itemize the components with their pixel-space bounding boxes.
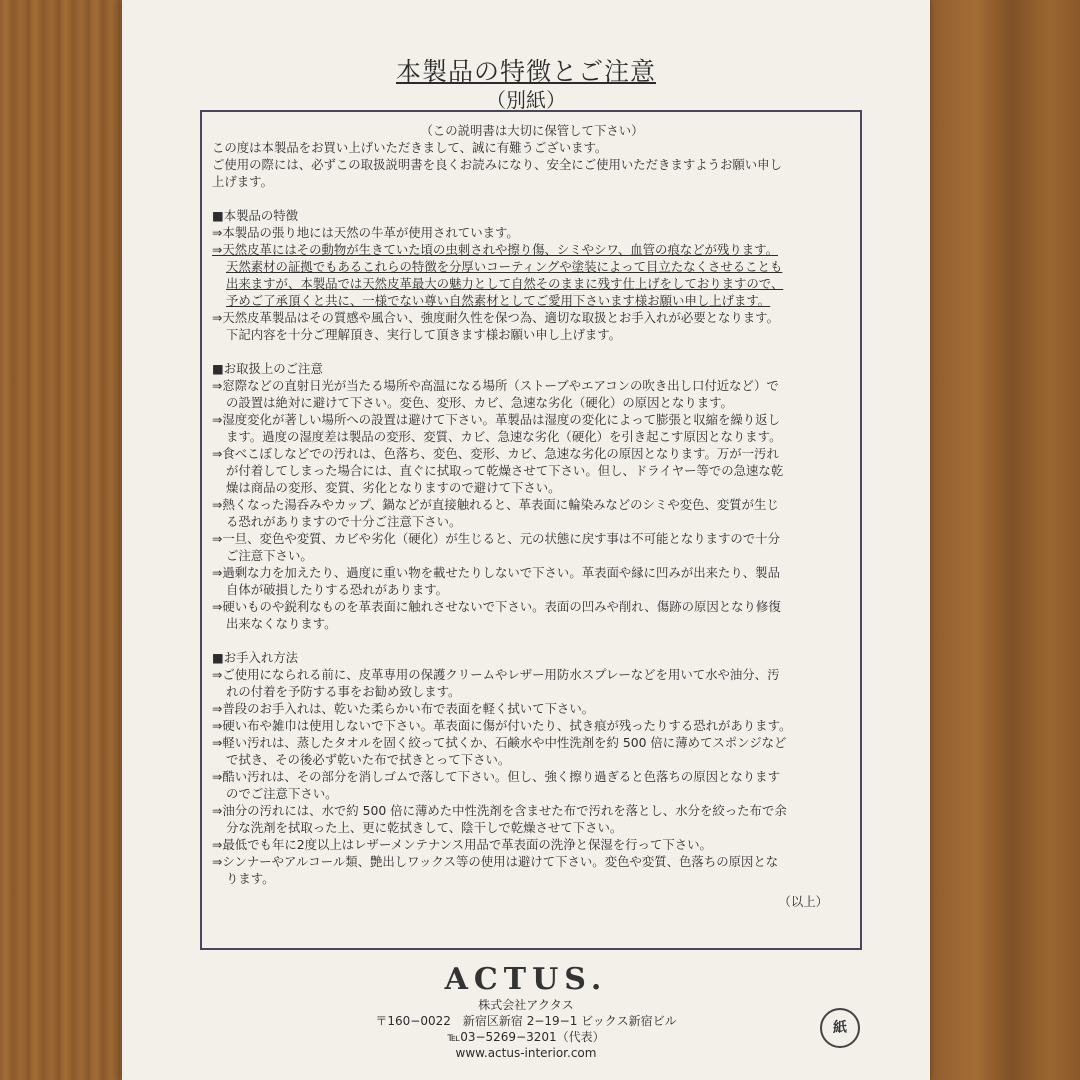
care-line: ⇒酷い汚れは、その部分を消しゴムで落して下さい。但し、強く擦り過ぎると色落ちの原因となります: [212, 769, 780, 784]
handling-line: 自体が破損したりする恐れがあります。: [226, 582, 449, 597]
care-line: れの付着を予防する事をお勧め致します。: [226, 684, 461, 699]
company-address: 〒160−0022 新宿区新宿 2−19−1 ビックス新宿ビル: [375, 1014, 677, 1028]
instruction-sheet: [122, 0, 930, 1080]
section-heading-handling: ■お取扱上のご注意: [212, 361, 323, 376]
wood-background-right: [930, 0, 1080, 1080]
handling-line: る恐れがありますので十分ご注意下さい。: [226, 514, 462, 529]
handling-line: ⇒窓際などの直射日光が当たる場所や高温になる場所（ストーブやエアコンの吹き出し口付近など）で: [212, 378, 779, 393]
handling-line: ご注意下さい。: [226, 548, 313, 563]
document-title: 本製品の特徴とご注意: [395, 57, 656, 86]
intro-line: 上げます。: [212, 174, 273, 189]
handling-line: ⇒硬いものや鋭利なものを革表面に触れさせないで下さい。表面の凹みや削れ、傷跡の原因となり修復: [212, 599, 781, 614]
feature-line: 予めご了承頂くと共に、一様でない尊い自然素材としてご愛用下さいます様お願い申し上げます。: [226, 293, 771, 308]
feature-line: ⇒本製品の張り地には天然の牛革が使用されています。: [212, 225, 519, 240]
care-line: ります。: [226, 871, 275, 886]
feature-line: 下記内容を十分ご理解頂き、実行して頂きます様お願い申し上げます。: [226, 327, 622, 342]
document-subtitle: （別紙）: [486, 88, 566, 112]
handling-line: 燥は商品の変形、変質、劣化となりますので避けて下さい。: [226, 480, 561, 495]
care-line: 分な洗剤を拭取った上、更に乾拭きして、陰干しで乾燥させて下さい。: [226, 820, 623, 835]
handling-line: が付着してしまった場合には、直ぐに拭取って乾燥させて下さい。但し、ドライヤー等での急速な乾: [226, 463, 784, 478]
care-line: ⇒油分の汚れには、水で約 500 倍に薄めた中性洗剤を含ませた布で汚れを落とし、水分を絞った布で余: [212, 803, 787, 818]
handling-line: ます。過度の湿度差は製品の変形、変質、カビ、急速な劣化（硬化）を引き起こす原因となります。: [226, 429, 782, 444]
actus-logo: ACTUS.: [444, 962, 608, 997]
care-line: ⇒ご使用になられる前に、皮革専用の保護クリームやレザー用防水スプレーなどを用いて水や油分、汚: [212, 667, 780, 682]
paper-recycle-icon: 紙: [820, 1008, 860, 1048]
keep-note: （この説明書は大切に保管して下さい）: [420, 123, 644, 138]
handling-line: ⇒食べこぼしなどでの汚れは、色落ち、変色、変形、カビ、急速な劣化の原因となります。万が一汚れ: [212, 446, 779, 461]
care-line: ⇒軽い汚れは、蒸したタオルを固く絞って拭くか、石鹸水や中性洗剤を約 500 倍に薄めてスポンジなど: [212, 735, 787, 750]
handling-line: ⇒過剰な力を加えたり、過度に重い物を載せたりしないで下さい。革表面や縁に凹みが出来たり、製品: [212, 565, 780, 580]
company-name: 株式会社アクタス: [478, 998, 574, 1012]
care-line: で拭き、その後必ず乾いた布で拭きとって下さい。: [226, 752, 511, 767]
company-url: www.actus-interior.com: [455, 1046, 597, 1060]
care-line: ⇒最低でも年に2度以上はレザーメンテナンス用品で革表面の洗浄と保湿を行って下さい。: [212, 837, 712, 852]
handling-line: ⇒湿度変化が著しい場所への設置は避けて下さい。革製品は湿度の変化によって膨張と収縮を繰り返し: [212, 412, 780, 427]
feature-line: ⇒天然皮革にはその動物が生きていた頃の虫刺されや擦り傷、シミやシワ、血管の痕などが残ります。: [212, 242, 778, 257]
company-tel: ℡03−5269−3201（代表）: [447, 1030, 605, 1044]
care-line: ⇒シンナーやアルコール類、艶出しワックス等の使用は避けて下さい。変色や変質、色落ちの原因とな: [212, 854, 779, 869]
feature-line: 出来ますが、本製品では天然皮革最大の魅力として自然そのままに残す仕上げをしておりますので、: [226, 276, 784, 291]
intro-line: ご使用の際には、必ずこの取扱説明書を良くお読みになり、安全にご使用いただきますようお願い申し: [212, 157, 782, 172]
handling-line: ⇒一旦、変色や変質、カビや劣化（硬化）が生じると、元の状態に戻す事は不可能となりますので十分: [212, 531, 780, 546]
care-line: ⇒普段のお手入れは、乾いた柔らかい布で表面を軽く拭いて下さい。: [212, 701, 595, 716]
handling-line: 出来なくなります。: [226, 616, 337, 631]
wood-background-left: [0, 0, 122, 1080]
end-mark: （以上）: [778, 894, 828, 909]
care-line: のでご注意下さい。: [226, 786, 338, 801]
intro-line: この度は本製品をお買い上げいただきまして、誠に有難うございます。: [212, 140, 608, 155]
footer: [122, 962, 930, 1061]
handling-line: ⇒熱くなった湯呑みやカップ、鍋などが直接触れると、革表面に輪染みなどのシミや変色、変質が生じ: [212, 497, 779, 512]
handling-line: の設置は絶対に避けて下さい。変色、変形、カビ、急速な劣化（硬化）の原因となります。: [226, 395, 733, 410]
section-heading-features: ■本製品の特徴: [212, 208, 299, 223]
feature-line: ⇒天然皮革製品はその質感や風合い、強度耐久性を保つ為、適切な取扱とお手入れが必要となります。: [212, 310, 779, 325]
section-heading-care: ■お手入れ方法: [212, 650, 299, 665]
content-box: [200, 110, 862, 950]
care-line: ⇒硬い布や雑巾は使用しないで下さい。革表面に傷が付いたり、拭き痕が残ったりする恐れがあります。: [212, 718, 792, 733]
feature-line: 天然素材の証拠でもあるこれらの特徴を分厚いコーティングや塗装によって目立たなくさせることも: [226, 259, 783, 274]
